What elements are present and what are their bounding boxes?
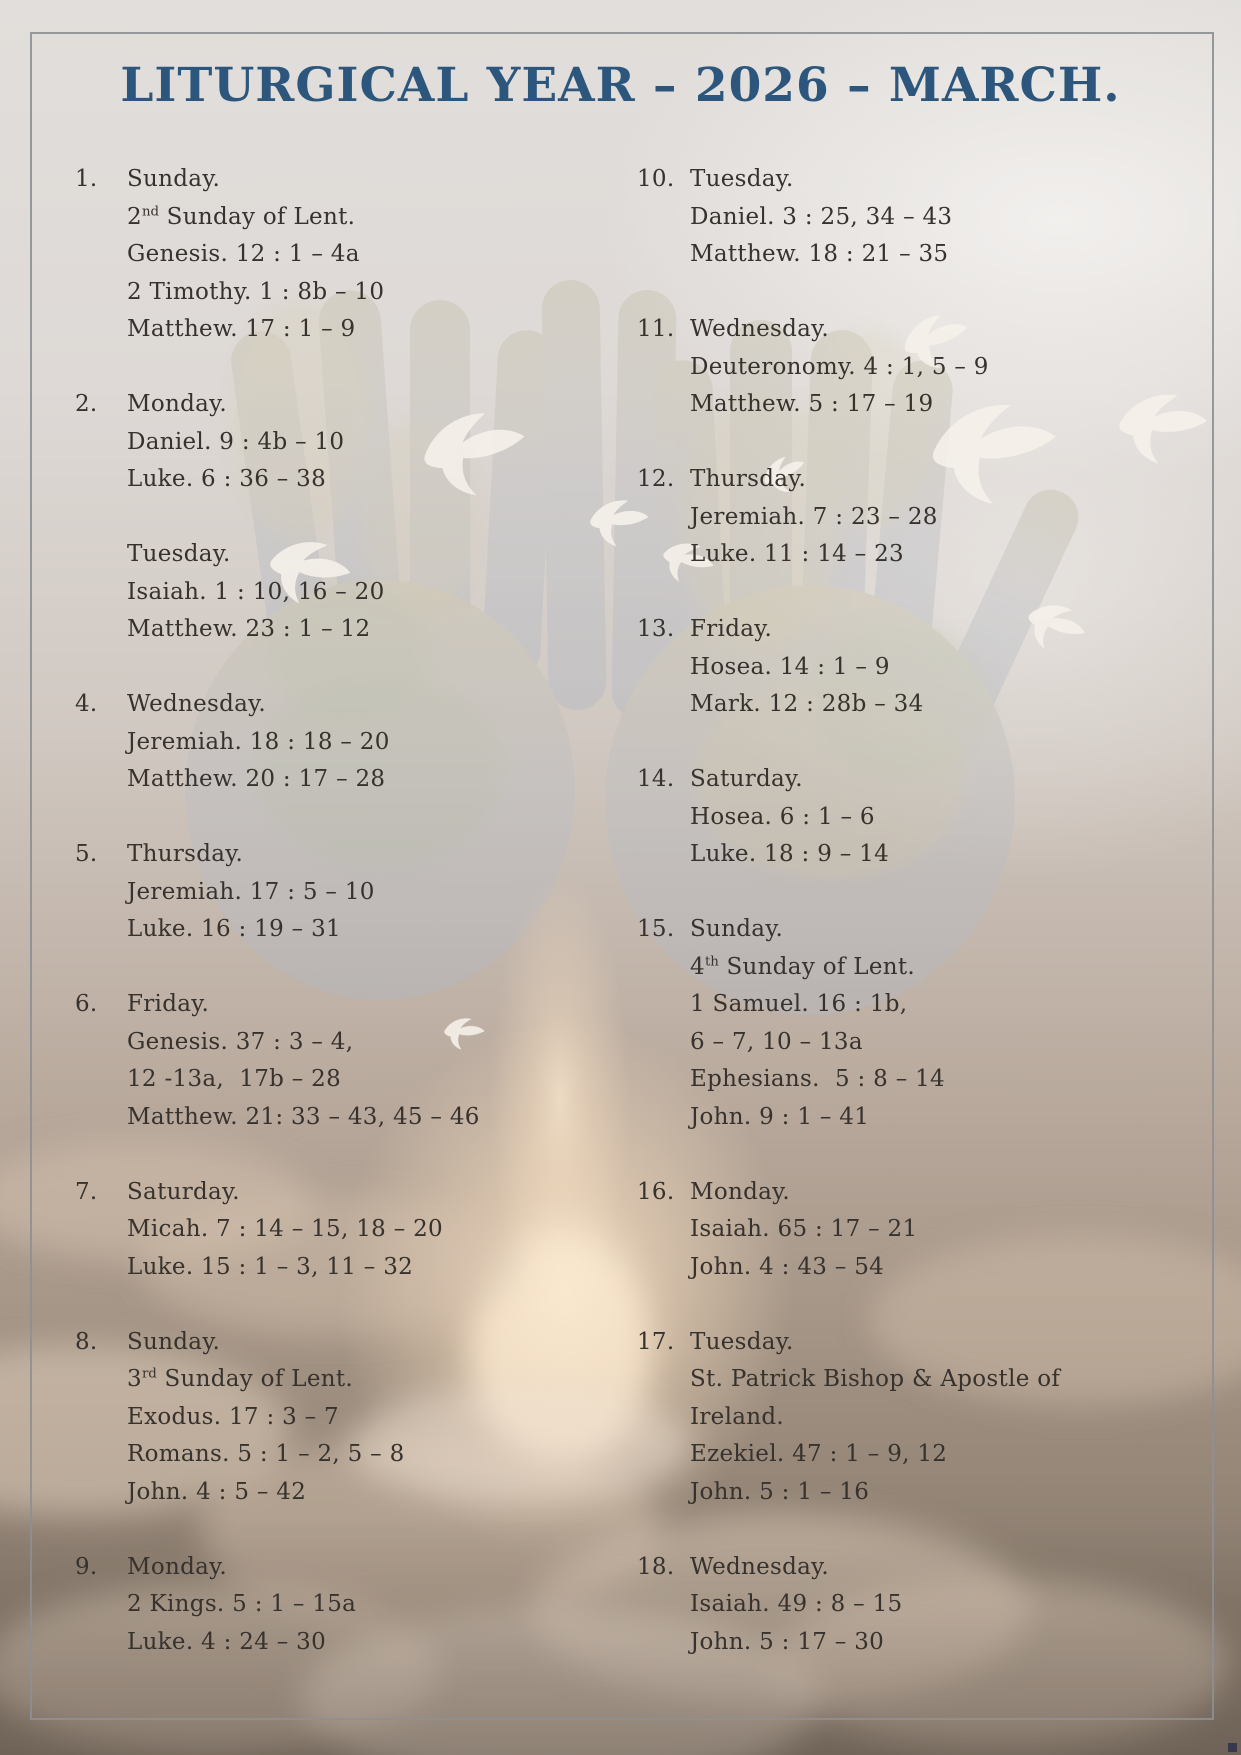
reading-line: Genesis. 37 : 3 – 4,: [127, 1028, 354, 1055]
reading-line: Monday.: [690, 1178, 790, 1205]
day-entry: [637, 161, 1177, 274]
reading-line: Daniel. 9 : 4b – 10: [127, 428, 345, 455]
reading-line: Micah. 7 : 14 – 15, 18 – 20: [127, 1216, 443, 1242]
readings-column-right: [637, 161, 1177, 1699]
reading-line: Ireland.: [690, 1403, 785, 1430]
day-number: 9.: [75, 1553, 98, 1580]
reading-line: Jeremiah. 7 : 23 – 28: [690, 503, 938, 530]
reading-line: 3rd Sunday of Lent.: [127, 1366, 353, 1392]
reading-line: John. 4 : 43 – 54: [690, 1253, 885, 1280]
reading-line: Jeremiah. 18 : 18 – 20: [127, 728, 390, 755]
reading-line: Ezekiel. 47 : 1 – 9, 12: [690, 1441, 948, 1467]
reading-line: Mark. 12 : 28b – 34: [690, 691, 924, 717]
day-number: 18.: [637, 1553, 675, 1580]
reading-line: Matthew. 5 : 17 – 19: [690, 391, 934, 417]
day-readings: [690, 161, 1177, 274]
reading-line: Wednesday.: [690, 316, 830, 342]
reading-line: Sunday.: [690, 916, 784, 942]
reading-line: Ephesians. 5 : 8 – 14: [690, 1066, 945, 1092]
reading-line: 6 – 7, 10 – 13a: [690, 1028, 863, 1055]
day-readings: [127, 986, 615, 1136]
day-readings: [127, 536, 615, 649]
reading-line: Luke. 11 : 14 – 23: [690, 541, 904, 567]
day-entry: [637, 911, 1177, 1136]
day-readings: [690, 1174, 1177, 1287]
day-entry: [75, 686, 615, 799]
day-number: 14.: [637, 766, 675, 792]
page-title: LITURGICAL YEAR – 2026 – MARCH.: [120, 58, 1121, 113]
day-entry: [75, 386, 615, 499]
day-readings: [127, 836, 615, 949]
reading-line: Matthew. 18 : 21 – 35: [690, 241, 949, 267]
day-number: 12.: [637, 466, 675, 492]
day-number: 7.: [75, 1178, 98, 1205]
day-number: 11.: [637, 316, 675, 342]
day-number: 13.: [637, 616, 675, 642]
reading-line: Genesis. 12 : 1 – 4a: [127, 241, 360, 267]
reading-line: Isaiah. 49 : 8 – 15: [690, 1591, 903, 1617]
reading-line: Isaiah. 65 : 17 – 21: [690, 1216, 918, 1242]
day-entry: [637, 311, 1177, 424]
reading-line: Luke. 4 : 24 – 30: [127, 1628, 327, 1655]
reading-line: Friday.: [127, 991, 210, 1017]
day-number: [75, 536, 127, 649]
reading-line: Saturday.: [127, 1178, 240, 1205]
day-entry: [75, 536, 615, 649]
day-readings: [690, 1549, 1177, 1662]
reading-line: Luke. 18 : 9 – 14: [690, 841, 890, 867]
day-readings: [690, 461, 1177, 574]
reading-line: Matthew. 21: 33 – 43, 45 – 46: [127, 1103, 480, 1130]
reading-line: Hosea. 14 : 1 – 9: [690, 653, 890, 680]
reading-line: John. 4 : 5 – 42: [127, 1478, 307, 1505]
day-readings: [127, 1174, 615, 1287]
day-number: 5.: [75, 841, 98, 867]
day-readings: [690, 311, 1177, 424]
reading-line: Luke. 15 : 1 – 3, 11 – 32: [127, 1253, 414, 1280]
day-readings: [690, 761, 1177, 874]
reading-line: 1 Samuel. 16 : 1b,: [690, 991, 908, 1017]
reading-line: Matthew. 23 : 1 – 12: [127, 616, 371, 642]
day-number: 8.: [75, 1328, 98, 1355]
reading-line: Luke. 16 : 19 – 31: [127, 916, 341, 942]
day-number: 6.: [75, 991, 98, 1017]
day-number: 16.: [637, 1178, 675, 1205]
day-entry: [75, 1174, 615, 1287]
day-entry: [637, 461, 1177, 574]
reading-line: Matthew. 17 : 1 – 9: [127, 316, 356, 342]
day-number: 1.: [75, 166, 98, 192]
day-entry: [75, 161, 615, 349]
day-number: 15.: [637, 916, 675, 942]
reading-line: Wednesday.: [690, 1553, 830, 1580]
day-number: 10.: [637, 166, 675, 192]
reading-line: Matthew. 20 : 17 – 28: [127, 766, 386, 792]
day-readings: [127, 386, 615, 499]
reading-line: John. 5 : 1 – 16: [690, 1478, 870, 1505]
reading-line: 4th Sunday of Lent.: [690, 953, 916, 980]
reading-line: Thursday.: [127, 841, 244, 867]
day-entry: [637, 1549, 1177, 1662]
reading-line: 2 Kings. 5 : 1 – 15a: [127, 1591, 357, 1617]
reading-line: Hosea. 6 : 1 – 6: [690, 803, 875, 830]
reading-line: Monday.: [127, 1553, 227, 1580]
day-number: 4.: [75, 691, 98, 717]
reading-line: Wednesday.: [127, 691, 267, 717]
day-readings: [127, 1549, 615, 1662]
reading-line: John. 9 : 1 – 41: [690, 1103, 870, 1130]
reading-line: Deuteronomy. 4 : 1, 5 – 9: [690, 353, 989, 380]
day-number: 2.: [75, 391, 98, 417]
day-entry: [75, 836, 615, 949]
reading-line: Luke. 6 : 36 – 38: [127, 466, 327, 492]
reading-line: Isaiah. 1 : 10, 16 – 20: [127, 578, 385, 605]
reading-line: Tuesday.: [690, 1328, 794, 1355]
day-readings: [127, 686, 615, 799]
reading-line: Sunday.: [127, 166, 221, 192]
day-readings: [127, 1324, 615, 1512]
day-entry: [637, 1174, 1177, 1287]
reading-line: 2nd Sunday of Lent.: [127, 203, 356, 230]
reading-line: Friday.: [690, 616, 773, 642]
reading-line: Monday.: [127, 391, 227, 417]
day-entry: [75, 986, 615, 1136]
day-entry: [637, 611, 1177, 724]
screen-artifact: [1228, 1743, 1237, 1752]
day-entry: [637, 1324, 1177, 1512]
reading-line: Thursday.: [690, 466, 807, 492]
reading-line: 2 Timothy. 1 : 8b – 10: [127, 278, 385, 305]
readings-column-left: [75, 161, 615, 1699]
reading-line: Saturday.: [690, 766, 803, 792]
reading-line: Tuesday.: [690, 166, 794, 192]
day-readings: [690, 611, 1177, 724]
day-readings: [127, 161, 615, 349]
reading-line: Tuesday.: [127, 541, 231, 567]
day-entry: [75, 1549, 615, 1662]
reading-line: St. Patrick Bishop & Apostle of: [690, 1366, 1061, 1392]
day-readings: [690, 911, 1177, 1136]
reading-line: 12 -13a, 17b – 28: [127, 1066, 342, 1092]
day-readings: [690, 1324, 1177, 1512]
reading-line: Exodus. 17 : 3 – 7: [127, 1403, 339, 1430]
reading-line: Daniel. 3 : 25, 34 – 43: [690, 203, 953, 230]
reading-line: Sunday.: [127, 1328, 221, 1355]
day-entry: [637, 761, 1177, 874]
day-entry: [75, 1324, 615, 1512]
day-number: 17.: [637, 1328, 675, 1355]
reading-line: Romans. 5 : 1 – 2, 5 – 8: [127, 1441, 405, 1467]
reading-line: John. 5 : 17 – 30: [690, 1628, 885, 1655]
reading-line: Jeremiah. 17 : 5 – 10: [127, 878, 375, 905]
